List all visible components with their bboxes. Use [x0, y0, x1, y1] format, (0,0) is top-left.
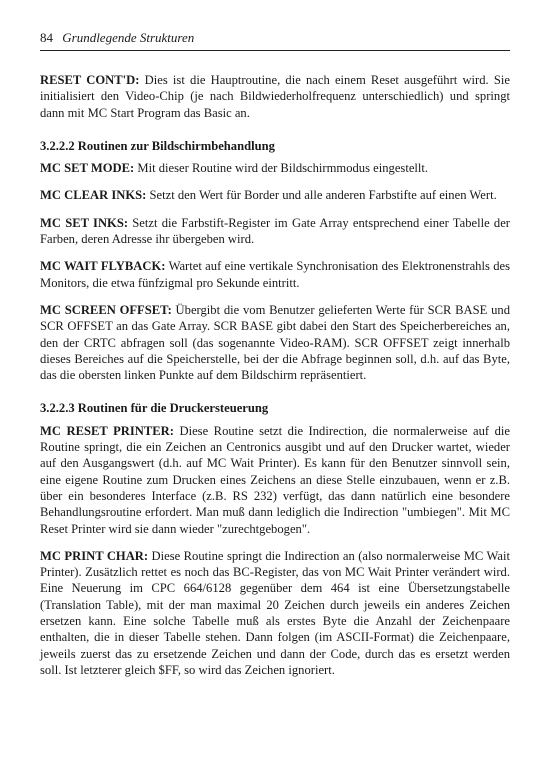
term-label: MC SET MODE: — [40, 161, 135, 176]
page-content — [40, 72, 510, 689]
paragraph-text: Diese Routine setzt die Indirection, die normalerweise auf die Routine springt, die ein Zeichen an Centronics ausgibt und auf den Drucker wartet, wieder auf den Ausgangswert (d.h. auf MC Wait Printer). Es kann für den Benutzer sinnvoll sein, eine eigene Routine zum Drucken eines Zeichens an diese Stelle einzubauen, wenn er z.B. über ein besonderes Interface (z.B. RS 232) verfügt, das dann natürlich eine besondere Behandlungsroutine erfordert. Man muß dann lediglich die Indirection "umbiegen". Mit MC Reset Printer wird sie dann wieder "zurechtgebogen". — [40, 423, 511, 536]
paragraph-set-mode — [40, 160, 510, 176]
running-title: Grundlegende Strukturen — [62, 30, 195, 45]
paragraph-text: Setzt den Wert für Border und alle anderen Farbstifte auf einen Wert. — [146, 188, 497, 203]
term-label: MC SCREEN OFFSET: — [40, 302, 172, 317]
term-label: MC RESET PRINTER: — [40, 423, 174, 438]
paragraph-reset-contd — [40, 72, 510, 121]
paragraph-wait-flyback — [40, 258, 510, 291]
paragraph-text: Dies ist die Hauptroutine, die nach einem Reset ausgeführt wird. Sie initialisiert den Video-Chip (je nach Bildwiederholfrequenz unterschiedlich) und springt dann mit MC Start Program das Basic an. — [40, 73, 510, 120]
term-label: RESET CONT'D: — [40, 73, 140, 87]
term-label: MC CLEAR INKS: — [40, 188, 147, 203]
paragraph-set-inks — [40, 215, 510, 248]
paragraph-print-char — [40, 548, 510, 678]
paragraph-screen-offset — [40, 302, 510, 383]
page-number: 84 — [40, 30, 53, 45]
section-heading-drucker: 3.2.2.3 Routinen für die Druckersteuerung — [40, 401, 269, 416]
paragraph-clear-inks — [40, 187, 510, 203]
paragraph-text: Übergibt die vom Benutzer gelieferten Werte für SCR BASE und SCR OFFSET an das Gate Array. SCR BASE gibt dabei den Start des Speicherbereiches an, den der CRTC abfragen soll (das sogenannte Video-RAM). SCR OFFSET zeigt innerhalb dieses Bereiches auf die Speicherstelle, bei der die Abfrage beginnen soll, d.h. auf das Byte, das die obersten linken Punkte auf dem Bildschirm repräsentiert. — [40, 302, 510, 383]
page-header — [40, 30, 510, 51]
term-label: MC SET INKS: — [40, 215, 129, 230]
paragraph-text: Setzt die Farbstift-Register im Gate Array entsprechend einer Tabelle der Farben, deren Adresse ihr übergeben wird. — [40, 215, 510, 247]
paragraph-text: Wartet auf eine vertikale Synchronisation des Elektronenstrahls des Monitors, die etwa fünfzigmal pro Sekunde eintritt. — [40, 259, 510, 290]
term-label: MC PRINT CHAR: — [40, 548, 149, 563]
paragraph-reset-printer — [40, 423, 510, 537]
section-heading-bildschirm: 3.2.2.2 Routinen zur Bildschirmbehandlung — [40, 138, 275, 153]
paragraph-text: Diese Routine springt die Indirection an (also normalerweise MC Wait Printer). Zusätzlich rettet es noch das BC-Register, das von MC Wait Printer verändert wird. Eine Neuerung im CPC 664/6128 gegenüber dem 464 ist eine Übersetzungstabelle (Translation Table), mit der man maximal 20 Zeichen durch jeweils ein anderes Zeichen ersetzen kann. Eine solche Tabelle muß als erstes Byte die Anzahl der Zeichenpaare enthalten, die in dieser Tabelle stehen. Dann folgen (im ASCII-Format) die Zeichenpaare, jeweils zuerst das zu ersetzende Zeichen und dann der Code, durch das es ersetzt werden soll. Ist letzterer gleich $FF, so wird das Zeichen ignoriert. — [40, 548, 510, 677]
term-label: MC WAIT FLYBACK: — [40, 259, 166, 274]
paragraph-text: Mit dieser Routine wird der Bildschirmmodus eingestellt. — [134, 161, 429, 176]
